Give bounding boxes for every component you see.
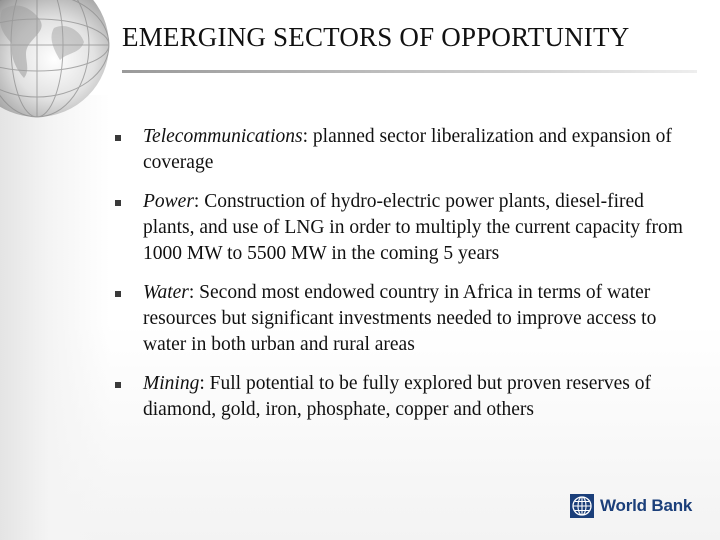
bullet-text: Second most endowed country in Africa in terms of water resources but significant investments needed to improve access to water in both urban and rural areas xyxy=(143,282,657,355)
bullet-text: planned sector liberalization and expansion of coverage xyxy=(143,126,672,173)
bullet-term: Telecommunications xyxy=(143,126,303,147)
slide-title: EMERGING SECTORS OF OPPORTUNITY xyxy=(122,22,630,52)
bullet-water xyxy=(115,280,700,358)
bullet-separator: : xyxy=(302,126,313,147)
bullet-square-icon xyxy=(115,382,121,388)
bullet-telecommunications xyxy=(115,124,700,176)
bullet-mining xyxy=(115,371,700,423)
bullet-term: Mining xyxy=(143,373,200,394)
bullet-term: Water xyxy=(143,282,189,303)
bullet-separator: : xyxy=(193,191,205,212)
globe-icon xyxy=(0,0,112,120)
bullet-square-icon xyxy=(115,135,121,141)
bullet-text: Construction of hydro-electric power plants, diesel-fired plants, and use of LNG in order to multiply the current capacity from 1000 MW to 5500 MW in the coming 5 years xyxy=(143,191,683,264)
bullet-text: Full potential to be fully explored but proven reserves of diamond, gold, iron, phosphate, copper and others xyxy=(143,373,651,420)
bullet-power xyxy=(115,189,700,267)
world-bank-logo xyxy=(570,494,694,520)
bullet-square-icon xyxy=(115,291,121,297)
logo-text: World Bank xyxy=(600,496,693,515)
bullet-separator: : xyxy=(188,282,200,303)
bullet-list xyxy=(115,124,700,436)
bullet-term: Power xyxy=(143,191,194,212)
bullet-square-icon xyxy=(115,200,121,206)
title-divider xyxy=(122,70,697,73)
bullet-separator: : xyxy=(199,373,210,394)
side-shading xyxy=(0,95,110,540)
globe-grid-icon xyxy=(570,494,594,518)
